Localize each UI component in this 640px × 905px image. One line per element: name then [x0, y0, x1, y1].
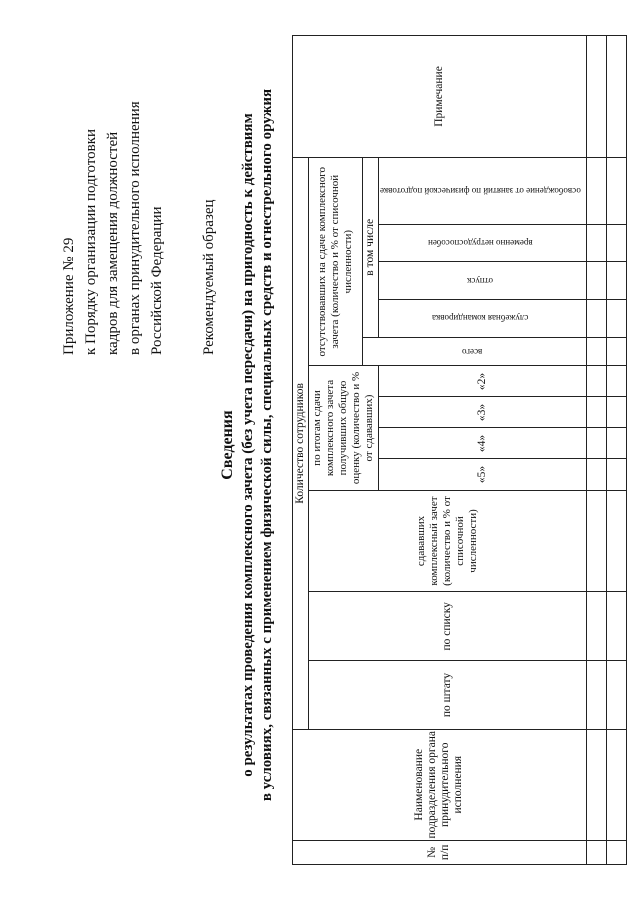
appendix-number: Приложение № 29 — [61, 237, 77, 355]
document-title — [218, 45, 277, 845]
reason-label: временно нетрудоспособен — [428, 237, 533, 248]
table-row — [586, 36, 606, 865]
appendix-line: в органах принудительного исполнения — [127, 101, 143, 355]
title-heading: Сведения — [219, 410, 236, 480]
header-reason-4 — [379, 157, 587, 224]
appendix-line: Российской Федерации — [149, 206, 165, 355]
header-note: Примечание — [293, 36, 587, 158]
recommended-sample: Рекомендуемый образец — [201, 199, 217, 355]
header-count-group: Количество сотрудников — [293, 157, 309, 729]
header-name: Наименование подразделения органа принудительного исполнения — [293, 729, 587, 840]
header-passing: сдававших комплексный зачет (количество и % от списочной численности) — [309, 490, 587, 592]
header-num: № п/п — [293, 840, 587, 864]
header-reason-1 — [379, 299, 587, 337]
appendix-block — [58, 25, 220, 355]
header-reason-2 — [379, 262, 587, 300]
reason-label: служебная командировка — [432, 313, 529, 324]
header-list: по списку — [309, 592, 587, 661]
title-line-1: о результатах проведения комплексного зачета (без учета пересдачи) на пригодность к действиям — [240, 113, 256, 777]
header-total — [363, 337, 587, 366]
header-total-label: всего — [462, 346, 483, 357]
reason-label: отпуск — [467, 275, 494, 286]
header-grade-3: «3» — [379, 397, 587, 428]
title-line-2: в условиях, связанных с применением физической силы, специальных средств и огнестрельного оружия — [259, 88, 275, 802]
table-row — [606, 36, 626, 865]
appendix-line: к Порядку организации подготовки — [83, 128, 99, 355]
reason-label: освобождение от занятий по физической подготовке — [380, 185, 581, 196]
header-incl-group: в том числе — [363, 157, 379, 337]
header-results-group: по итогам сдачи комплексного зачета получивших общую оценку (количество и % от сдававших) — [309, 366, 379, 490]
header-grade-2: «2» — [379, 366, 587, 397]
report-table — [292, 35, 627, 865]
header-staff: по штату — [309, 661, 587, 730]
appendix-line: кадров для замещения должностей — [105, 131, 121, 355]
header-reason-3 — [379, 224, 587, 262]
header-absent-group: отсутствовавших на сдаче комплексного зачета (количество и % от списочной численности) — [309, 157, 363, 365]
header-grade-4: «4» — [379, 428, 587, 459]
header-grade-5: «5» — [379, 459, 587, 490]
